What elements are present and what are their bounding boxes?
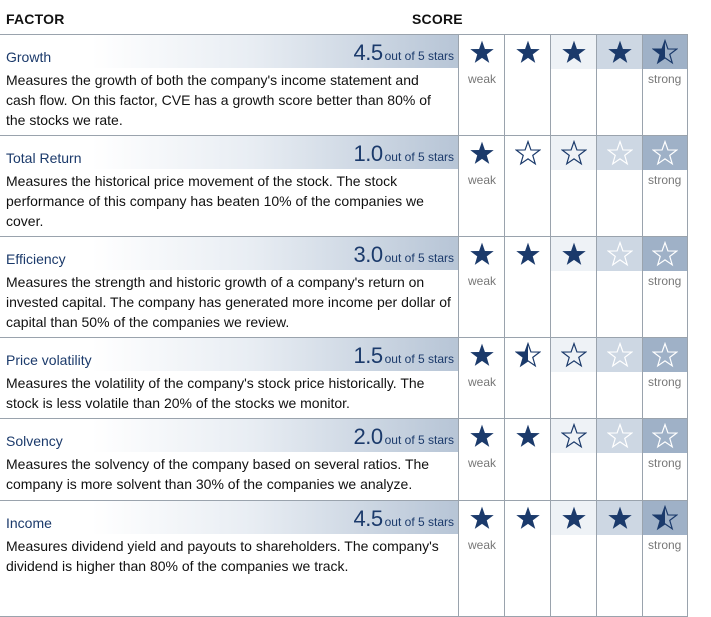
strong-label: strong: [648, 375, 682, 389]
star-empty-icon: [550, 136, 596, 170]
star-rating: [458, 500, 688, 534]
factor-description: Measures the strength and historic growth of a company's return on invested capital. The company has generated more income per dollar of capital than 50% of the companies we review.: [6, 274, 451, 330]
star-filled-icon: [550, 501, 596, 535]
star-filled-icon: [458, 501, 504, 535]
factor-score: [354, 426, 454, 449]
score-value: 2.0: [353, 424, 383, 449]
factor-title-band: [0, 135, 458, 169]
star-empty-icon: [550, 419, 596, 453]
star-filled-icon: [458, 419, 504, 453]
score-value: 4.5: [353, 40, 383, 65]
star-half-icon: [642, 501, 688, 535]
factor-score: [354, 143, 454, 166]
weak-label: weak: [468, 274, 497, 288]
weak-strong-scale: [458, 534, 688, 616]
weak-label: weak: [468, 375, 497, 389]
factor-description: Measures the growth of both the company's income statement and cash flow. On this factor, CVE has a growth score better than 80% of the stocks we rate.: [6, 72, 431, 128]
star-empty-icon: [596, 419, 642, 453]
score-column-header: SCORE: [412, 11, 463, 27]
strong-label: strong: [648, 173, 682, 187]
factor-score: [354, 42, 454, 65]
score-suffix: out of 5 stars: [384, 433, 454, 447]
factor-description: Measures the historical price movement of the stock. The stock performance of this company has beaten 10% of the companies we cover.: [6, 173, 424, 229]
star-empty-icon: [642, 419, 688, 453]
star-filled-icon: [596, 501, 642, 535]
factor-title-band: [0, 418, 458, 452]
weak-label: weak: [468, 538, 497, 552]
star-filled-icon: [458, 338, 504, 372]
star-half-icon: [504, 338, 550, 372]
star-rating: [458, 418, 688, 452]
factor-description: Measures the volatility of the company's stock price historically. The stock is less volatile than 20% of the stocks we monitor.: [6, 375, 425, 411]
factor-description: Measures the solvency of the company based on several ratios. The company is more solvent than 30% of the companies we analyze.: [6, 456, 430, 492]
factor-name: Total Return: [6, 150, 82, 166]
star-empty-icon: [642, 237, 688, 271]
scale-cell: [596, 534, 642, 616]
factor-name: Solvency: [6, 433, 63, 449]
table-header: [0, 0, 711, 34]
strong-label: strong: [648, 72, 682, 86]
star-empty-icon: [596, 338, 642, 372]
star-rating: [458, 34, 688, 68]
star-empty-icon: [642, 136, 688, 170]
weak-label: weak: [468, 173, 497, 187]
factor-title-band: [0, 500, 458, 534]
factor-name: Price volatility: [6, 352, 92, 368]
star-empty-icon: [504, 136, 550, 170]
star-filled-icon: [458, 237, 504, 271]
star-empty-icon: [642, 338, 688, 372]
factor-title-band: [0, 34, 458, 68]
factor-score: [354, 345, 454, 368]
factor-title-band: [0, 337, 458, 371]
star-filled-icon: [550, 35, 596, 69]
star-filled-icon: [504, 237, 550, 271]
scale-cell: [458, 534, 504, 616]
factor-name: Growth: [6, 49, 52, 65]
star-filled-icon: [458, 136, 504, 170]
star-empty-icon: [596, 136, 642, 170]
scale-cell: [642, 534, 688, 616]
strong-label: strong: [648, 274, 682, 288]
star-rating: [458, 135, 688, 169]
factor-title-band: [0, 236, 458, 270]
score-suffix: out of 5 stars: [384, 251, 454, 265]
factor-name: Income: [6, 515, 52, 531]
star-rating: [458, 236, 688, 270]
weak-label: weak: [468, 72, 497, 86]
factor-score: [354, 244, 454, 267]
star-empty-icon: [550, 338, 596, 372]
star-half-icon: [642, 35, 688, 69]
weak-label: weak: [468, 456, 497, 470]
factor-description: Measures dividend yield and payouts to shareholders. The company's dividend is higher than 80% of the companies we track.: [6, 538, 439, 574]
scale-cell: [550, 534, 596, 616]
strong-label: strong: [648, 456, 682, 470]
factor-name: Efficiency: [6, 251, 66, 267]
star-filled-icon: [504, 35, 550, 69]
score-suffix: out of 5 stars: [384, 352, 454, 366]
star-filled-icon: [504, 419, 550, 453]
star-filled-icon: [550, 237, 596, 271]
score-suffix: out of 5 stars: [384, 49, 454, 63]
score-suffix: out of 5 stars: [384, 515, 454, 529]
score-value: 1.0: [353, 141, 383, 166]
factor-row: [0, 500, 711, 616]
score-suffix: out of 5 stars: [384, 150, 454, 164]
factor-score: [354, 508, 454, 531]
scale-cell: [504, 534, 550, 616]
factor-column-header: FACTOR: [6, 11, 65, 27]
star-rating: [458, 337, 688, 371]
star-filled-icon: [458, 35, 504, 69]
score-value: 3.0: [353, 242, 383, 267]
star-filled-icon: [504, 501, 550, 535]
strong-label: strong: [648, 538, 682, 552]
score-value: 1.5: [353, 343, 383, 368]
star-empty-icon: [596, 237, 642, 271]
score-value: 4.5: [353, 506, 383, 531]
star-filled-icon: [596, 35, 642, 69]
